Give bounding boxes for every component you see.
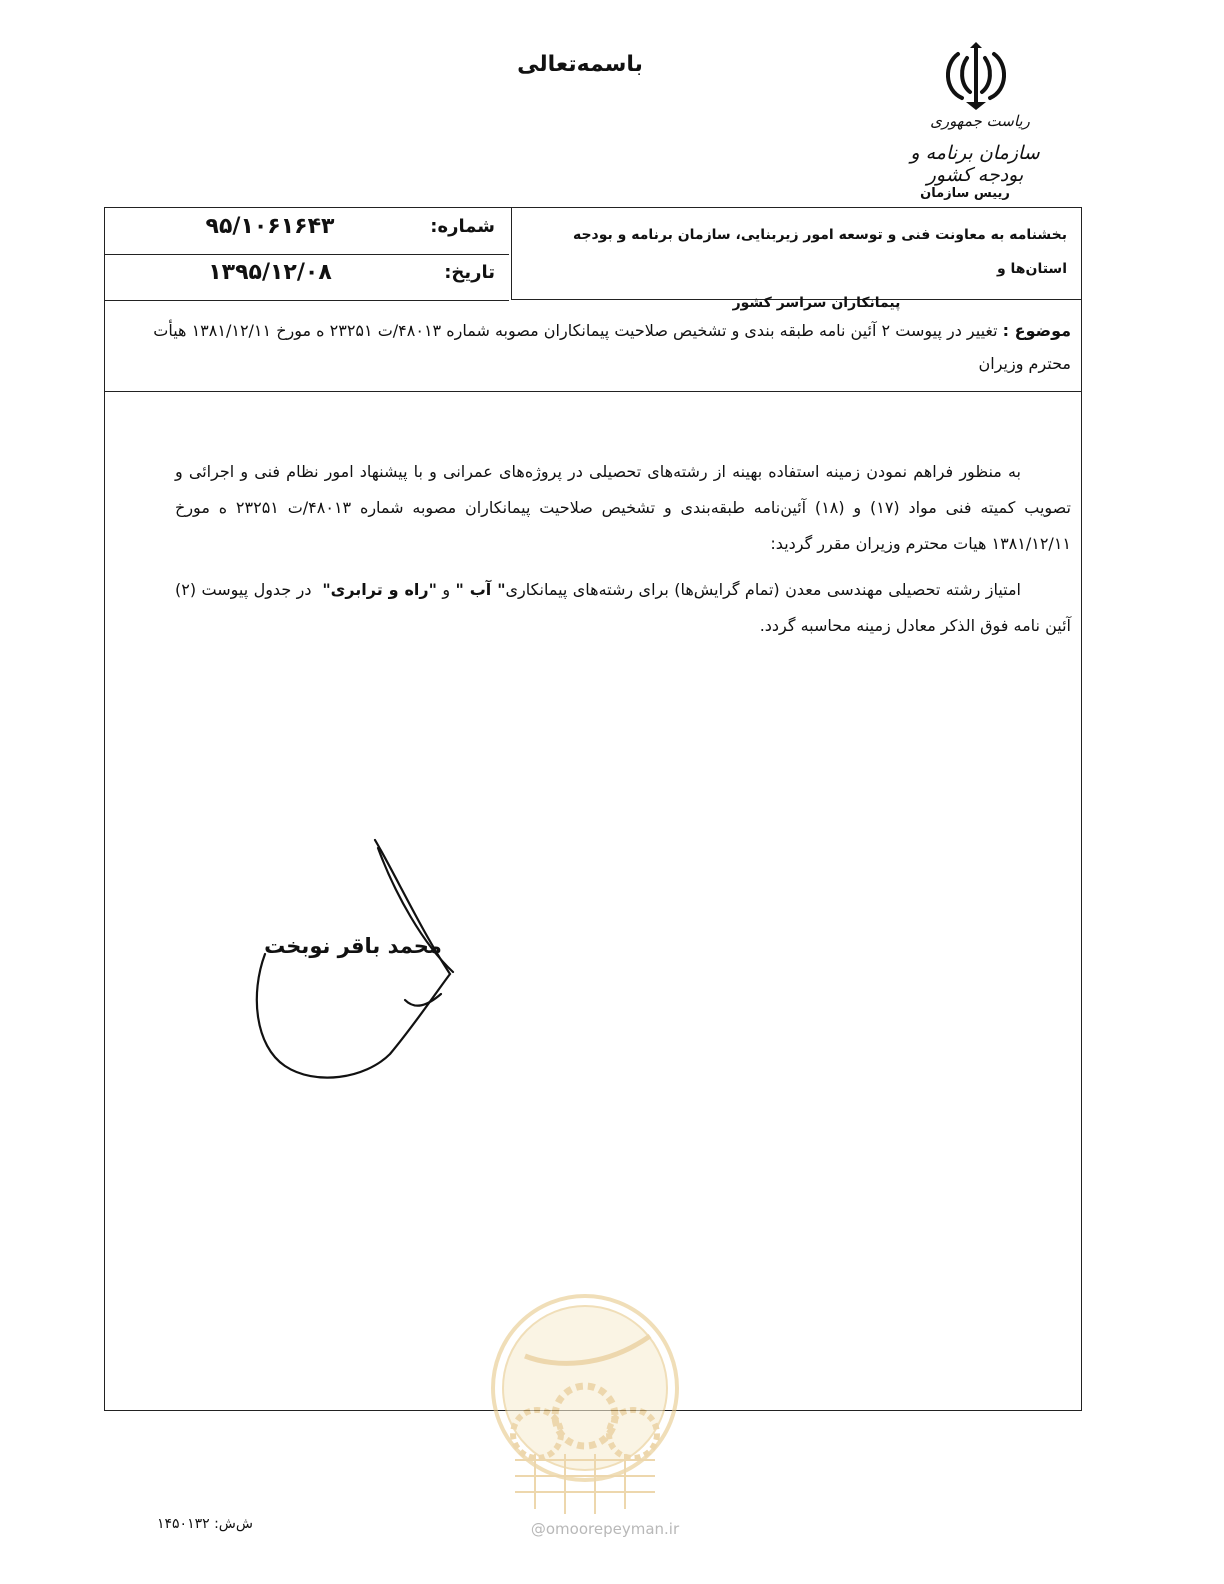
date-row — [105, 254, 509, 300]
org-line-organization: سازمان برنامه و بودجه کشور — [910, 142, 1040, 186]
org-line-presidency: ریاست جمهوری — [930, 112, 1030, 130]
body-paragraph-2 — [175, 572, 1071, 644]
conjunction: و — [436, 580, 456, 599]
omoore-peyman-logo-icon — [485, 1284, 685, 1524]
number-label: شماره: — [430, 216, 495, 237]
signature-scribble-icon — [245, 834, 475, 1084]
field-roads: "راه و ترابری" — [322, 580, 437, 599]
footer-code: ش‌ش: ۱۴۵۰۱۳۲ — [157, 1516, 253, 1532]
field-water: " آب " — [455, 580, 506, 599]
org-line-head: رییس سازمان — [920, 186, 1010, 201]
page-heading: باسمه‌تعالی — [517, 52, 643, 77]
body-paragraph-2-part-c: در جدول پیوست (۲) آئین نامه فوق الذکر معادل زمینه محاسبه گردد. — [175, 580, 1071, 635]
number-value: ۹۵/۱۰۶۱۶۴۳ — [205, 214, 335, 239]
number-date-cell — [105, 208, 509, 301]
number-row — [105, 208, 509, 255]
date-label: تاریخ: — [444, 262, 495, 283]
recipients-line-1: بخشنامه به معاونت فنی و توسعه امور زیربنایی، سازمان برنامه و بودجه استان‌ها و — [572, 227, 1067, 277]
subject-text: تغییر در پیوست ۲ آئین نامه طبقه بندی و تشخیص صلاحیت پیمانکاران مصوبه شماره ۴۸۰۱۳/ت ۲۳۲۵۱ ه مورخ ۱۳۸۱/۱۲/۱۱ هیأت محترم وزیران — [153, 321, 1071, 373]
iran-emblem-icon — [936, 40, 1016, 112]
subject-label: موضوع : — [1002, 321, 1071, 340]
subject-row — [105, 300, 1081, 392]
watermark-handle: @omoorepeyman.ir — [530, 1520, 680, 1538]
recipients-cell — [511, 208, 1081, 311]
letter-frame — [104, 207, 1082, 1411]
signatory-name: محمد باقر نوبخت — [264, 934, 442, 958]
letter-body — [175, 454, 1071, 654]
date-value: ۱۳۹۵/۱۲/۰۸ — [208, 260, 332, 285]
body-paragraph-1: به منظور فراهم نمودن زمینه استفاده بهینه از رشته‌های تحصیلی در پروژه‌های عمرانی و با پیشنهاد امور نظام فنی و اجرائی و تصویب کمیته فنی مواد (۱۷) و (۱۸) آئین‌نامه طبقه‌بندی و تشخیص صلاحیت پیمانکاران مصوبه شماره ۴۸۰۱۳/ت ۲۳۲۵۱ ه مورخ ۱۳۸۱/۱۲/۱۱ هیات محترم وزیران مقرر گردید: — [175, 462, 1071, 553]
recipients-line-2: پیمانکاران سراسر کشور — [732, 295, 901, 311]
body-paragraph-2-part-a: امتیاز رشته تحصیلی مهندسی معدن (تمام گرایش‌ها) برای رشته‌های پیمانکاری — [505, 580, 1022, 599]
